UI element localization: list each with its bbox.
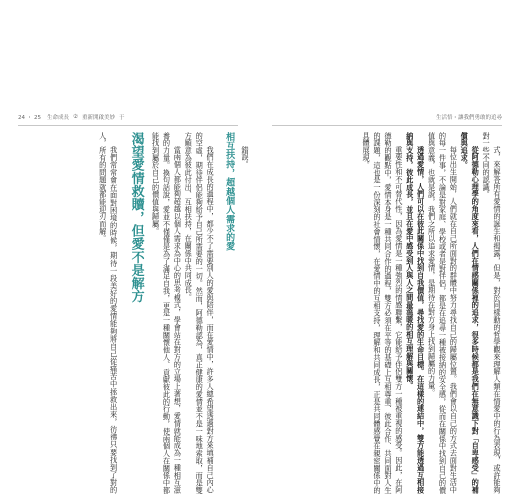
paragraph: 我們常常會在面對困境的時候，期待一段美好的愛情能夠將自己從痛苦中拯救出來，彷彿只要找到了對的人，所有的問題就都能迎刃而解。 — [98, 132, 119, 494]
header-tail: 于 — [118, 115, 125, 121]
section-subheading: 相互扶持，超越個人需求的愛 — [224, 132, 235, 251]
paragraph: 每位出生開始，人們就在自己所面對的群體中努力尋找自己的歸屬位置。我們會以自己的方式去面對生活中的每一件事，不論是對家庭、學校或者是對伴侶，都是在追尋一種被接納的安全感，從而在關係中找到自己的價值與意義，也就是說，我們之所以追求愛情，是期待在對方身上找到歸屬的力量。 — [427, 132, 459, 494]
header-rule — [18, 125, 238, 126]
book-title: 生命成長 — [47, 115, 70, 121]
key-paragraph: 從阿德勒心理學的角度來看，人們在情感關係裡的追求，很多時候都是我們在無意識下對「自卑感受」的補償與追求。 — [460, 132, 481, 494]
page-numbers: 24 ・ 25 — [18, 115, 41, 121]
left-running-header — [18, 110, 238, 124]
header-rule — [272, 125, 502, 126]
right-running-header — [272, 110, 502, 124]
paragraph: 重要性和不可替代性，因為愛情是一種強烈的情感聯繫，它能給予伴侶雙方一種被重視的感受。因此，在阿德勒的觀點中，愛情本身是一種共同合作的過程，雙方必須在平等的基礎上互相尊重、彼此合作、共同面對人生的課題，這也是一份深刻的社會情懷，在愛情中的互相支持，理解和共同成長，正是共同體感覺在親密關係中的具體展現。 — [362, 132, 404, 494]
paragraph: 當兩個人都能夠超越以個人需求為中心的思考模式，學會站在對方的立場上著想，愛情就能成為一種相互滋養的力量。換句話說，愛並不僅僅是為了滿足自我，更是一種關懷他人、貢獻彼此的行動，使兩個人在關係中都能找到屬於自己的價值與歸屬。 — [151, 132, 183, 494]
left-page-text — [22, 132, 250, 494]
paragraph: 我們在成長的過程中，都少不了需要別人的愛與陪伴，而在愛情中，許多人總希望透過對方來填補自己內心的空虛，期待伴侶能夠給予自己所需要的一切。然而，阿德勒認為，真正健康的愛情並不是一味地索取，而是雙方願意為彼此付出、互相扶持，在關係中共同成長。 — [184, 132, 216, 494]
chapter-circle: ② — [73, 114, 78, 120]
key-paragraph: 透過愛情，人們可以在彼此關係中找到自我價值，尋找愛的生命目標。在這樣的連結中，雙方能透過互相接納與支持，彼此成長，並且在愛中感受到人與人之間最溫暖的相互理解與關懷。 — [405, 132, 426, 494]
right-page — [268, 132, 502, 494]
paragraph: 錯誤。 — [241, 146, 250, 169]
paragraph: 式，來解答所有愛情的誕生和揭露，但是，對於同樣動的哲學觀來理解人類在情愛中的行為表現，或許能夠對一些不同的認識。 — [482, 132, 502, 494]
left-page — [22, 132, 250, 494]
section-heading: 渴望愛情救贖，但愛不是解方 — [128, 132, 144, 303]
chapter-title: 重新開啟美妙 — [81, 115, 115, 121]
section-title: 生活悟・讓我們勇敢的追尋 — [435, 115, 502, 121]
right-page-text — [268, 132, 502, 494]
